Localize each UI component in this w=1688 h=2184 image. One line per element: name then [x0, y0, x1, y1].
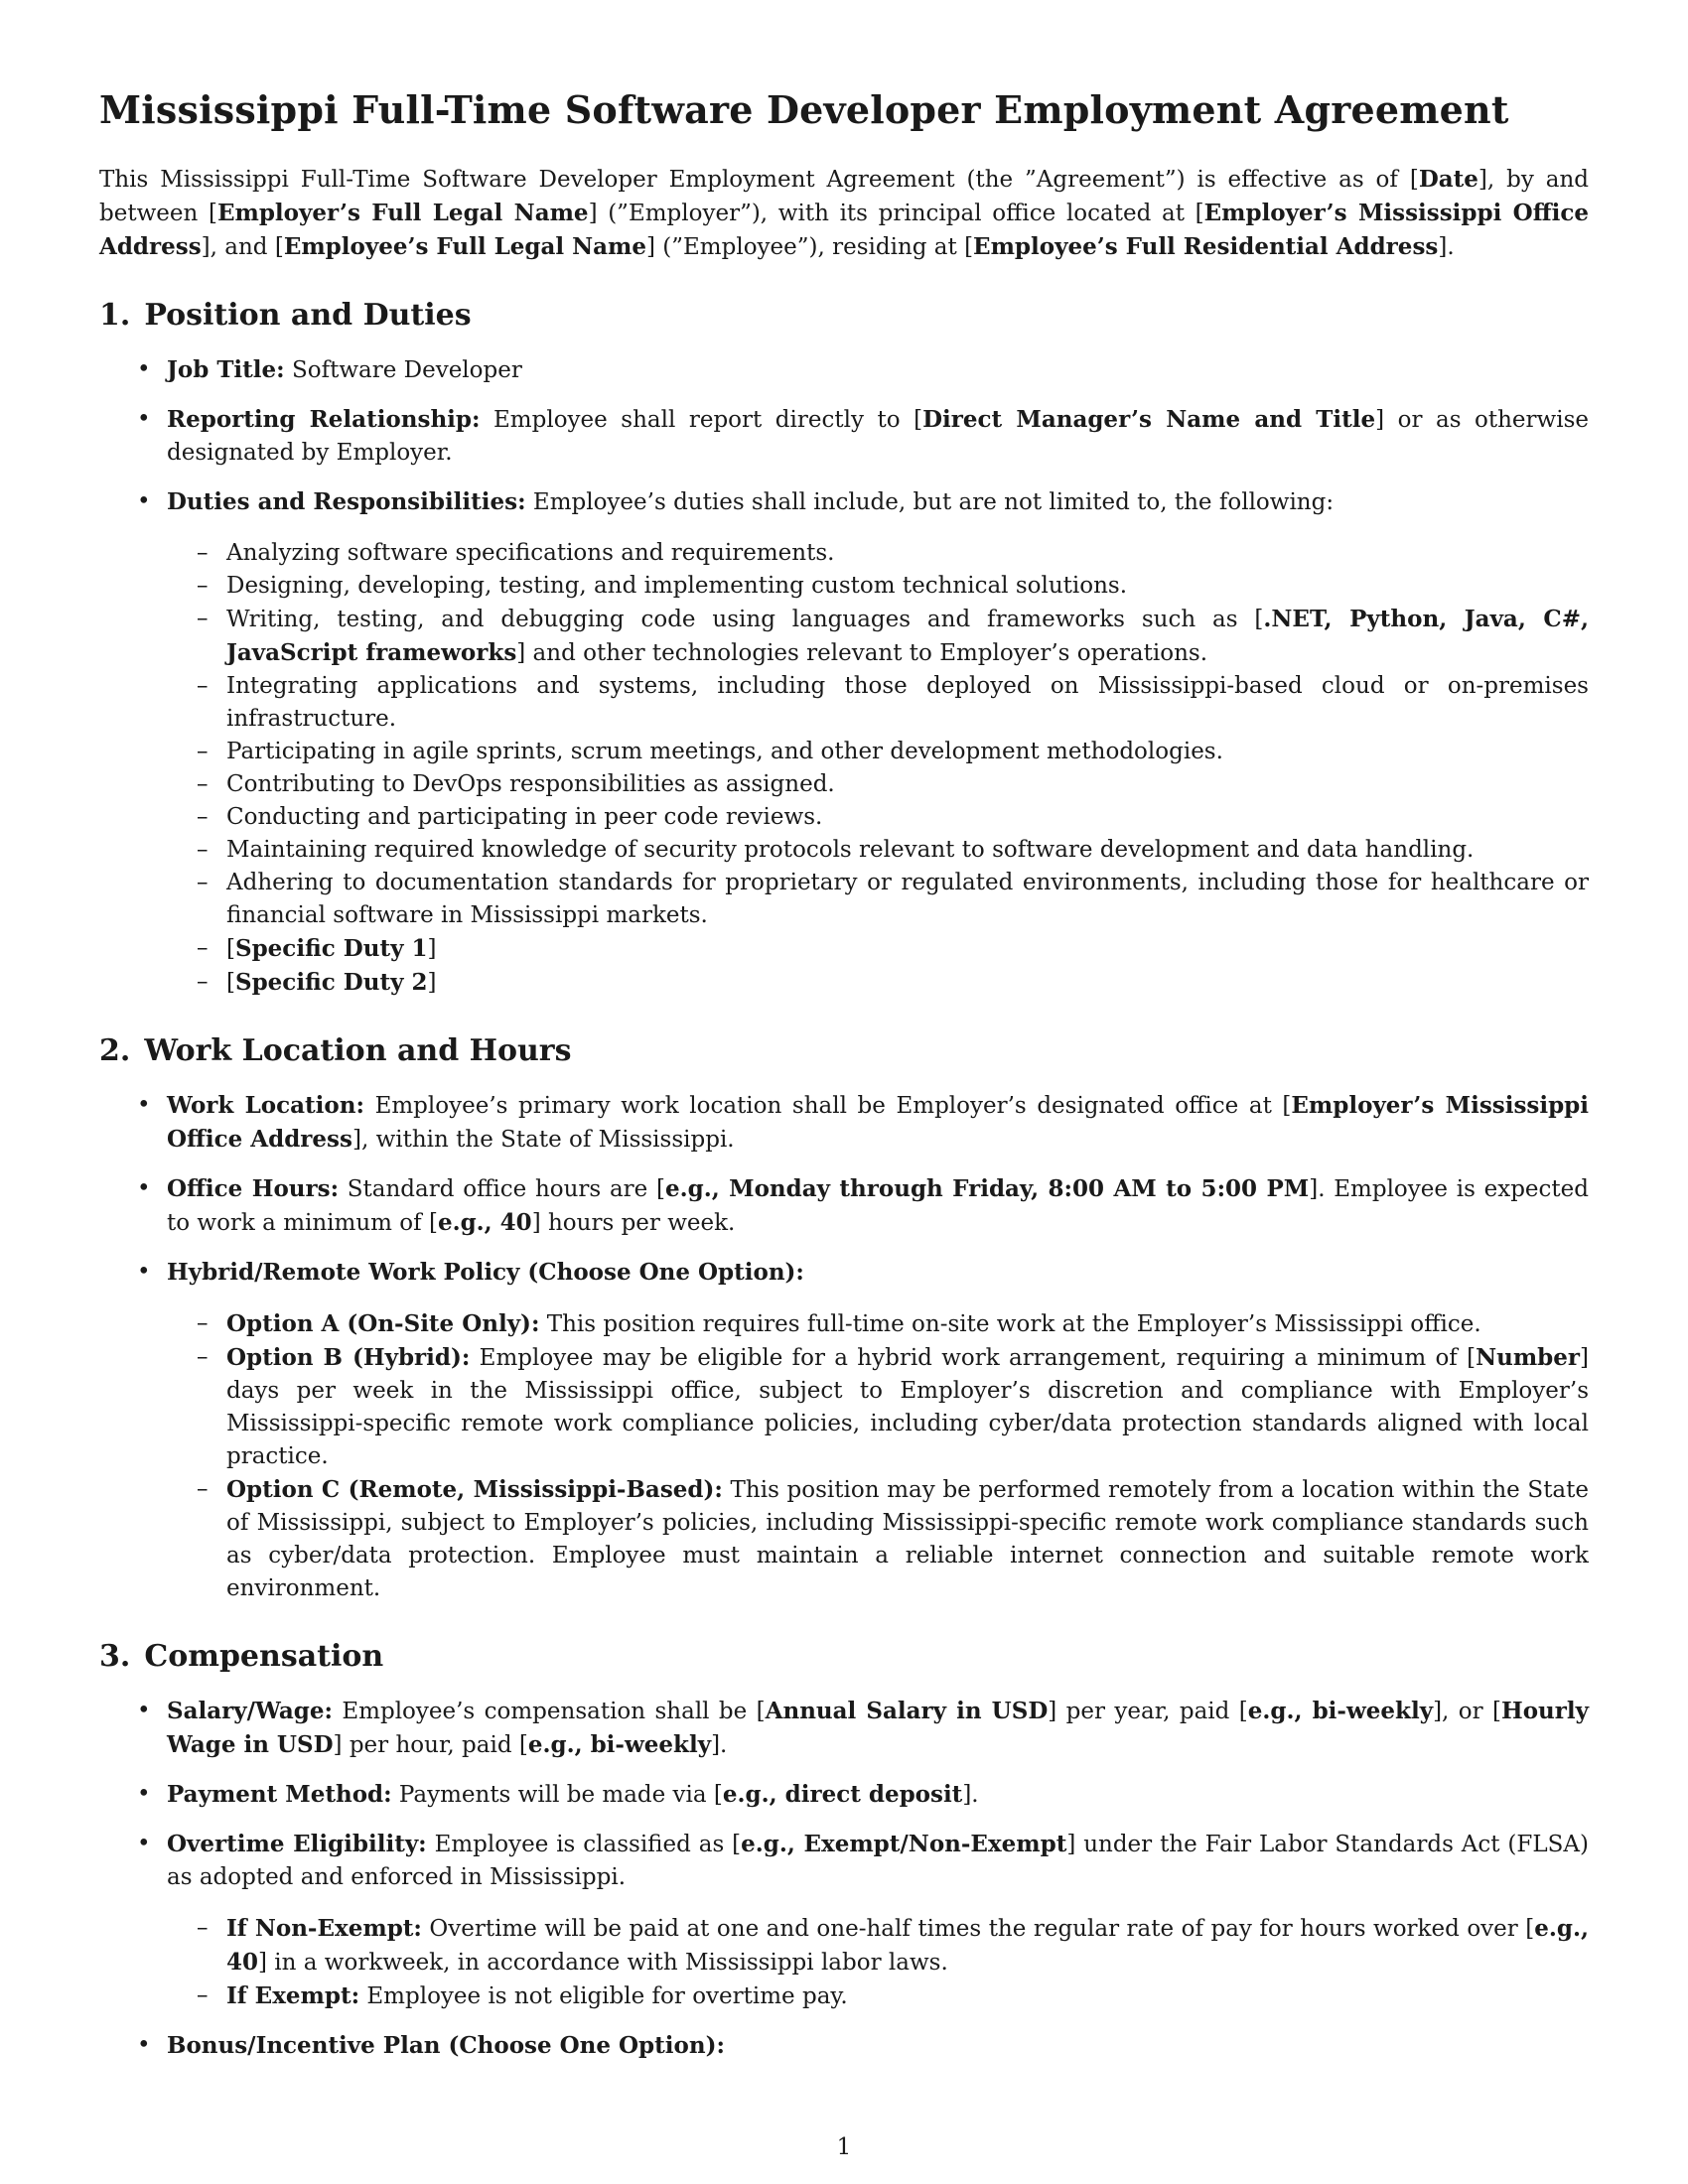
bold-text: Work Location:	[167, 1091, 364, 1119]
text-run: ]	[427, 935, 437, 962]
bold-text: e.g., 40	[226, 1914, 1589, 1976]
list-item	[99, 403, 1589, 470]
sub-list-item	[167, 570, 1589, 603]
bold-text: Specific Duty 2	[234, 968, 428, 996]
bold-text: If Non-Exempt:	[226, 1914, 422, 1942]
text-run: ] (”Employee”), residing at [	[646, 233, 974, 260]
list-item	[99, 353, 1589, 387]
text-run: ], by and between [	[99, 166, 1590, 226]
section-heading	[99, 1033, 1589, 1069]
section-heading	[99, 298, 1589, 334]
bold-text: .NET, Python, Java, C#, JavaScript frameworks	[226, 605, 1589, 666]
list-item	[99, 1089, 1589, 1157]
text-run: Maintaining required knowledge of security protocols relevant to software development and data handling.	[226, 836, 1475, 863]
text-run: ] per year, paid [	[1048, 1698, 1248, 1724]
bold-text: Number	[1476, 1343, 1581, 1371]
list-item	[99, 485, 1589, 1000]
sub-list-item	[167, 801, 1589, 834]
bold-text: Employee’s Full Residential Address	[973, 232, 1439, 260]
text-run: Adhering to documentation standards for proprietary or regulated environments, including those for healthcare or financial software in Mississippi markets.	[226, 869, 1589, 928]
text-run: ]. Employee is expected to work a minimum of [	[167, 1175, 1589, 1236]
bold-text: Option C (Remote, Mississippi-Based):	[226, 1475, 723, 1503]
section-number: 2.	[99, 1032, 131, 1068]
text-run: Conducting and participating in peer code reviews.	[226, 803, 823, 830]
text-run: Overtime will be paid at one and one-half times the regular rate of pay for hours worked over [	[421, 1915, 1535, 1942]
bold-text: Hybrid/Remote Work Policy (Choose One Option):	[167, 1258, 804, 1286]
bold-text: e.g., Exempt/Non-Exempt	[741, 1830, 1067, 1857]
bold-text: Office Hours:	[167, 1174, 340, 1202]
bold-text: Hourly Wage in USD	[167, 1697, 1589, 1758]
bold-text: Overtime Eligibility:	[167, 1830, 427, 1857]
bold-text: Employee’s Full Legal Name	[283, 232, 646, 260]
sub-list	[167, 1912, 1589, 2013]
text-run: Standard office hours are [	[339, 1175, 665, 1202]
text-run: ], within the State of Mississippi.	[352, 1126, 735, 1153]
text-run: ].	[962, 1781, 979, 1808]
section-heading	[99, 1639, 1589, 1675]
bold-text: e.g., bi-weekly	[527, 1730, 712, 1758]
bold-text: e.g., 40	[437, 1208, 532, 1236]
bold-text: Employer’s Full Legal Name	[216, 199, 589, 226]
bold-text: Annual Salary in USD	[765, 1697, 1049, 1724]
text-run: ] per hour, paid [	[333, 1731, 528, 1758]
sub-list-item	[167, 867, 1589, 932]
bullet-list	[99, 1089, 1589, 1605]
text-run: ] or as otherwise designated by Employer.	[167, 406, 1589, 466]
text-run: Participating in agile sprints, scrum meetings, and other development methodologies.	[226, 738, 1223, 764]
text-run: Designing, developing, testing, and implementing custom technical solutions.	[226, 572, 1128, 599]
document-title: Mississippi Full-Time Software Developer Employment Agreement	[99, 87, 1509, 132]
text-run: Analyzing software specifications and requirements.	[226, 539, 835, 566]
text-run: Employee’s primary work location shall be Employer’s designated office at [	[363, 1092, 1292, 1119]
section-title: Position and Duties	[144, 297, 472, 333]
text-run: ] hours per week.	[531, 1209, 736, 1236]
text-run: This position requires full-time on-site work at the Employer’s Mississippi office.	[539, 1310, 1481, 1337]
list-item	[99, 2029, 1589, 2063]
text-run: Employee shall report directly to [	[480, 406, 923, 433]
text-run: ] (”Employer”), with its principal office located at [	[588, 200, 1204, 226]
text-run: ].	[711, 1731, 728, 1758]
text-run: ], or [	[1433, 1698, 1501, 1724]
bold-text: Bonus/Incentive Plan (Choose One Option):	[167, 2031, 725, 2059]
bold-text: e.g., bi-weekly	[1247, 1697, 1434, 1724]
text-run: Employee is classified as [	[426, 1831, 742, 1857]
bold-text: Date	[1418, 165, 1478, 193]
bold-text: Salary/Wage:	[167, 1697, 333, 1724]
sub-list	[167, 1307, 1589, 1605]
text-run: ], and [	[201, 233, 284, 260]
sub-list-item	[167, 537, 1589, 570]
sub-list-item	[167, 1912, 1589, 1979]
text-run: Employee may be eligible for a hybrid work arrangement, requiring a minimum of [	[470, 1344, 1477, 1371]
sub-list-item	[167, 1341, 1589, 1473]
bullet-list	[99, 1695, 1589, 2063]
bold-text: e.g., Monday through Friday, 8:00 AM to 5:00 PM	[664, 1174, 1310, 1202]
bold-text: Direct Manager’s Name and Title	[922, 405, 1376, 433]
text-run: ] days per week in the Mississippi office, subject to Employer’s discretion and compliance with Employer’s Mississippi-specific remote work compliance policies, including cyber/data protection standards aligned with local practice.	[226, 1344, 1589, 1469]
text-run: ]	[427, 969, 437, 996]
text-run: ].	[1438, 233, 1455, 260]
sub-list-item	[167, 1979, 1589, 2013]
text-run: Software Developer	[284, 356, 522, 383]
text-run: Employee’s duties shall include, but are not limited to, the following:	[525, 488, 1335, 515]
text-run: ] under the Fair Labor Standards Act (FLSA) as adopted and enforced in Mississippi.	[167, 1831, 1589, 1890]
text-run: Integrating applications and systems, including those deployed on Mississippi-based cloud or on-premises infrastructure.	[226, 672, 1589, 732]
section-title: Work Location and Hours	[144, 1032, 572, 1068]
bold-text: Employer’s Mississippi Office Address	[167, 1091, 1589, 1153]
list-item	[99, 1695, 1589, 1762]
document-page	[99, 87, 1589, 2097]
list-item	[99, 1828, 1589, 2013]
sub-list-item	[167, 768, 1589, 801]
sub-list-item	[167, 966, 1589, 1000]
page-number: 1	[836, 2134, 852, 2160]
list-item	[99, 1778, 1589, 1812]
bold-text: Option A (On-Site Only):	[226, 1309, 540, 1337]
text-run: Writing, testing, and debugging code using languages and frameworks such as [	[226, 606, 1264, 632]
list-item	[99, 1172, 1589, 1240]
bold-text: Specific Duty 1	[234, 934, 428, 962]
text-run: Contributing to DevOps responsibilities as assigned.	[226, 770, 835, 797]
text-run: ] in a workweek, in accordance with Mississippi labor laws.	[258, 1949, 948, 1976]
section-title: Compensation	[144, 1638, 384, 1674]
text-run: [	[226, 969, 235, 996]
sub-list-item	[167, 834, 1589, 867]
text-run: This Mississippi Full-Time Software Developer Employment Agreement (the ”Agreement”) is effective as of [	[99, 166, 1419, 193]
bold-text: Job Title:	[167, 355, 285, 383]
bold-text: Reporting Relationship:	[167, 405, 481, 433]
bullet-list	[99, 353, 1589, 1000]
bold-text: Duties and Responsibilities:	[167, 487, 526, 515]
bold-text: If Exempt:	[226, 1981, 360, 2009]
sub-list-item	[167, 603, 1589, 670]
text-run: ] and other technologies relevant to Employer’s operations.	[516, 639, 1208, 666]
intro-paragraph	[99, 163, 1589, 264]
sub-list-item	[167, 670, 1589, 736]
sub-list-item	[167, 1473, 1589, 1605]
text-run: Employee’s compensation shall be [	[332, 1698, 766, 1724]
sub-list	[167, 537, 1589, 1000]
text-run: Payments will be made via [	[391, 1781, 723, 1808]
sub-list-item	[167, 1307, 1589, 1341]
bold-text: Option B (Hybrid):	[226, 1343, 471, 1371]
sections-container	[99, 298, 1589, 2063]
list-item	[99, 1256, 1589, 1605]
bold-text: Employer’s Mississippi Office Address	[99, 199, 1589, 260]
text-run: [	[226, 935, 235, 962]
text-run: This position may be performed remotely from a location within the State of Mississippi, subject to Employer’s policies, including Mississippi-specific remote work compliance standards such as cyber/data protection. Employee must maintain a reliable internet connection and suitable remote work environment.	[226, 1476, 1589, 1601]
bold-text: e.g., direct deposit	[722, 1780, 963, 1808]
section-number: 3.	[99, 1638, 131, 1674]
text-run: Employee is not eligible for overtime pay.	[359, 1982, 848, 2009]
sub-list-item	[167, 932, 1589, 966]
bold-text: Payment Method:	[167, 1780, 392, 1808]
sub-list-item	[167, 736, 1589, 768]
section-number: 1.	[99, 297, 131, 333]
